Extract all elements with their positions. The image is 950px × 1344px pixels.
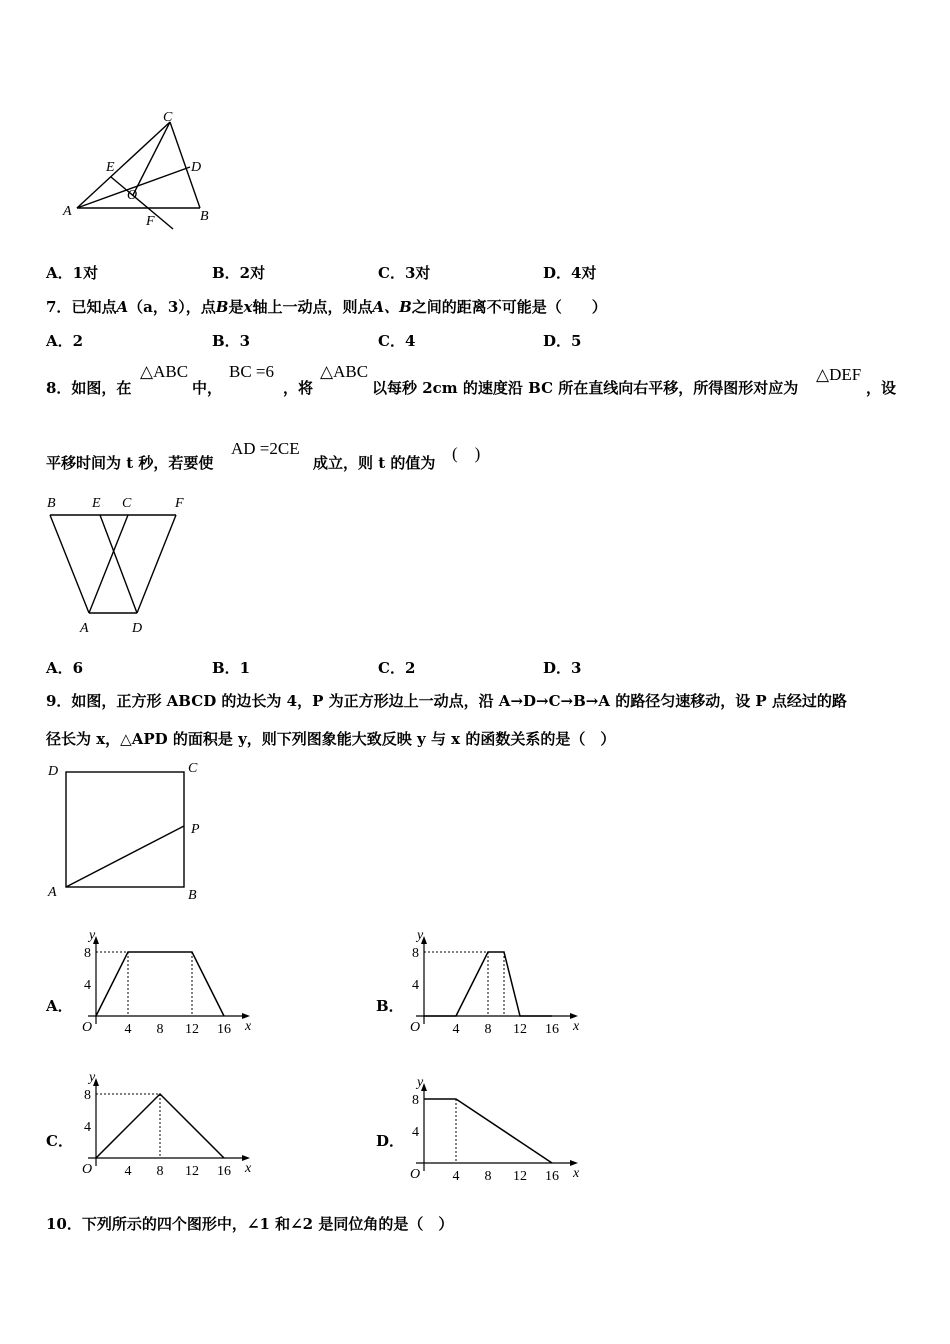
q7-text-2: ，点 <box>185 298 216 316</box>
q9-graph-c[interactable] <box>70 1070 270 1185</box>
q8-formula-def: △DEF <box>816 365 862 384</box>
label-b: B <box>47 496 56 511</box>
label-p: P <box>191 822 200 837</box>
y-tick-label: 8 <box>412 1093 419 1108</box>
q8-option-a[interactable]: A．6 <box>46 659 84 677</box>
origin-label: O <box>82 1020 93 1035</box>
q8-line2-b: 成立，则 t 的值为 <box>313 454 436 472</box>
q9-option-b[interactable]: B． <box>376 997 404 1015</box>
q7-text-1: 已知点 <box>71 298 117 316</box>
x-tick-label: 4 <box>452 1022 460 1037</box>
label-b: B <box>200 209 209 224</box>
x-tick-label: 8 <box>156 1164 164 1179</box>
q8-line1-d: 以每秒 2cm 的速度沿 BC 所在直线向右平移，所得图形对应为 <box>372 379 799 397</box>
q10-question: 10．下列所示的四个图形中，∠1 和∠2 是同位角的是（ ） <box>46 1215 454 1233</box>
x-tick-label: 8 <box>156 1022 164 1037</box>
x-tick-label: 4 <box>452 1169 460 1184</box>
label-a: A <box>80 621 89 636</box>
series-line <box>424 1099 552 1163</box>
q8-line2-a: 平移时间为 t 秒，若要使 <box>46 454 214 472</box>
label-c: C <box>122 496 132 511</box>
y-axis-label: y <box>417 928 424 943</box>
y-tick-label: 4 <box>84 978 91 993</box>
q8-translation-figure <box>40 490 200 640</box>
q9-option-a[interactable]: A． <box>46 997 73 1015</box>
y-tick-label: 8 <box>84 946 91 961</box>
x-axis-label: x <box>573 1166 580 1181</box>
q9-line2: 径长为 x，△APD 的面积是 y，则下列图象能大致反映 y 与 x 的函数关系的是（ ） <box>46 730 616 748</box>
q6-triangle-figure <box>55 105 225 235</box>
q8-line1-b: 中， <box>192 379 223 397</box>
q8-formula-ad: AD =2CE <box>231 439 300 458</box>
x-axis-label: x <box>573 1019 580 1034</box>
q7-coord: （a，3） <box>128 298 186 316</box>
q9-square-figure <box>40 755 220 905</box>
label-c: C <box>163 110 173 125</box>
q7-x: x <box>243 298 253 316</box>
x-tick-label: 16 <box>217 1022 231 1037</box>
q7-question <box>46 296 607 317</box>
label-d: D <box>132 621 143 636</box>
origin-label: O <box>82 1162 93 1177</box>
q7-point-a: A <box>116 298 129 316</box>
x-tick-label: 16 <box>545 1022 559 1037</box>
q8-formula-abc: △ABC <box>140 362 189 381</box>
x-tick-label: 12 <box>513 1022 527 1037</box>
q9-option-c[interactable]: C． <box>46 1132 73 1150</box>
q9-graph-b[interactable] <box>398 928 598 1043</box>
y-tick-label: 4 <box>84 1120 91 1135</box>
q6-option-d[interactable]: D．4对 <box>543 264 597 282</box>
q9-option-d[interactable]: D． <box>376 1132 405 1150</box>
q8-option-b[interactable]: B．1 <box>212 659 251 677</box>
x-tick-label: 12 <box>185 1022 199 1037</box>
q9-graph-d[interactable] <box>398 1075 598 1190</box>
y-tick-label: 8 <box>412 946 419 961</box>
q8-line1-e: ，设 <box>866 379 897 397</box>
y-tick-label: 8 <box>84 1088 91 1103</box>
y-axis-label: y <box>89 1070 96 1085</box>
q7-option-a[interactable]: A．2 <box>46 332 84 350</box>
x-tick-label: 8 <box>484 1169 492 1184</box>
label-c: C <box>188 761 198 776</box>
label-e: E <box>92 496 101 511</box>
q8-answer-paren: ( ) <box>452 444 481 463</box>
q7-text-3: 是 <box>228 298 244 316</box>
q6-option-b[interactable]: B．2对 <box>212 264 266 282</box>
x-axis-label: x <box>245 1161 252 1176</box>
x-tick-label: 16 <box>217 1164 231 1179</box>
label-f: F <box>175 496 184 511</box>
q7-point-b: B <box>215 298 229 316</box>
q7-points-ab: A、B <box>372 298 412 316</box>
q8-formula-bc: BC =6 <box>229 362 275 381</box>
q7-num: 7． <box>46 298 72 316</box>
q7-option-c[interactable]: C．4 <box>378 332 416 350</box>
q8-line1-a: 8．如图，在 <box>46 379 132 397</box>
x-tick-label: 12 <box>185 1164 199 1179</box>
q8-option-c[interactable]: C．2 <box>378 659 416 677</box>
label-a: A <box>63 204 72 219</box>
label-d: D <box>48 764 59 779</box>
origin-label: O <box>410 1020 421 1035</box>
q6-option-a[interactable]: A．1对 <box>46 264 99 282</box>
q6-option-c[interactable]: C．3对 <box>378 264 431 282</box>
y-axis-label: y <box>89 928 96 943</box>
label-o: O <box>127 188 138 203</box>
y-tick-label: 4 <box>412 1125 419 1140</box>
q7-text-4: 轴上一动点，则点 <box>252 298 373 316</box>
q7-option-d[interactable]: D．5 <box>543 332 582 350</box>
q8-line1-c: ，将 <box>283 379 314 397</box>
q7-option-b[interactable]: B．3 <box>212 332 251 350</box>
label-d: D <box>191 160 202 175</box>
label-a: A <box>48 885 57 900</box>
label-b: B <box>188 888 197 903</box>
q9-graph-a[interactable] <box>70 928 270 1043</box>
x-tick-label: 16 <box>545 1169 559 1184</box>
q7-text-6: 之间的距离不可能是（ ） <box>411 298 607 316</box>
y-tick-label: 4 <box>412 978 419 993</box>
x-tick-label: 12 <box>513 1169 527 1184</box>
label-f: F <box>146 214 155 229</box>
q8-formula-abc-2: △ABC <box>320 362 369 381</box>
origin-label: O <box>410 1167 421 1182</box>
x-tick-label: 8 <box>484 1022 492 1037</box>
x-tick-label: 4 <box>124 1164 132 1179</box>
label-e: E <box>106 160 115 175</box>
series-line <box>96 952 224 1016</box>
y-axis-label: y <box>417 1075 424 1090</box>
x-tick-label: 4 <box>124 1022 132 1037</box>
x-axis-label: x <box>245 1019 252 1034</box>
q9-line1: 9．如图，正方形 ABCD 的边长为 4，P 为正方形边上一动点，沿 A→D→C→B→A 的路径匀速移动，设 P 点经过的路 <box>46 692 847 710</box>
q8-option-d[interactable]: D．3 <box>543 659 582 677</box>
